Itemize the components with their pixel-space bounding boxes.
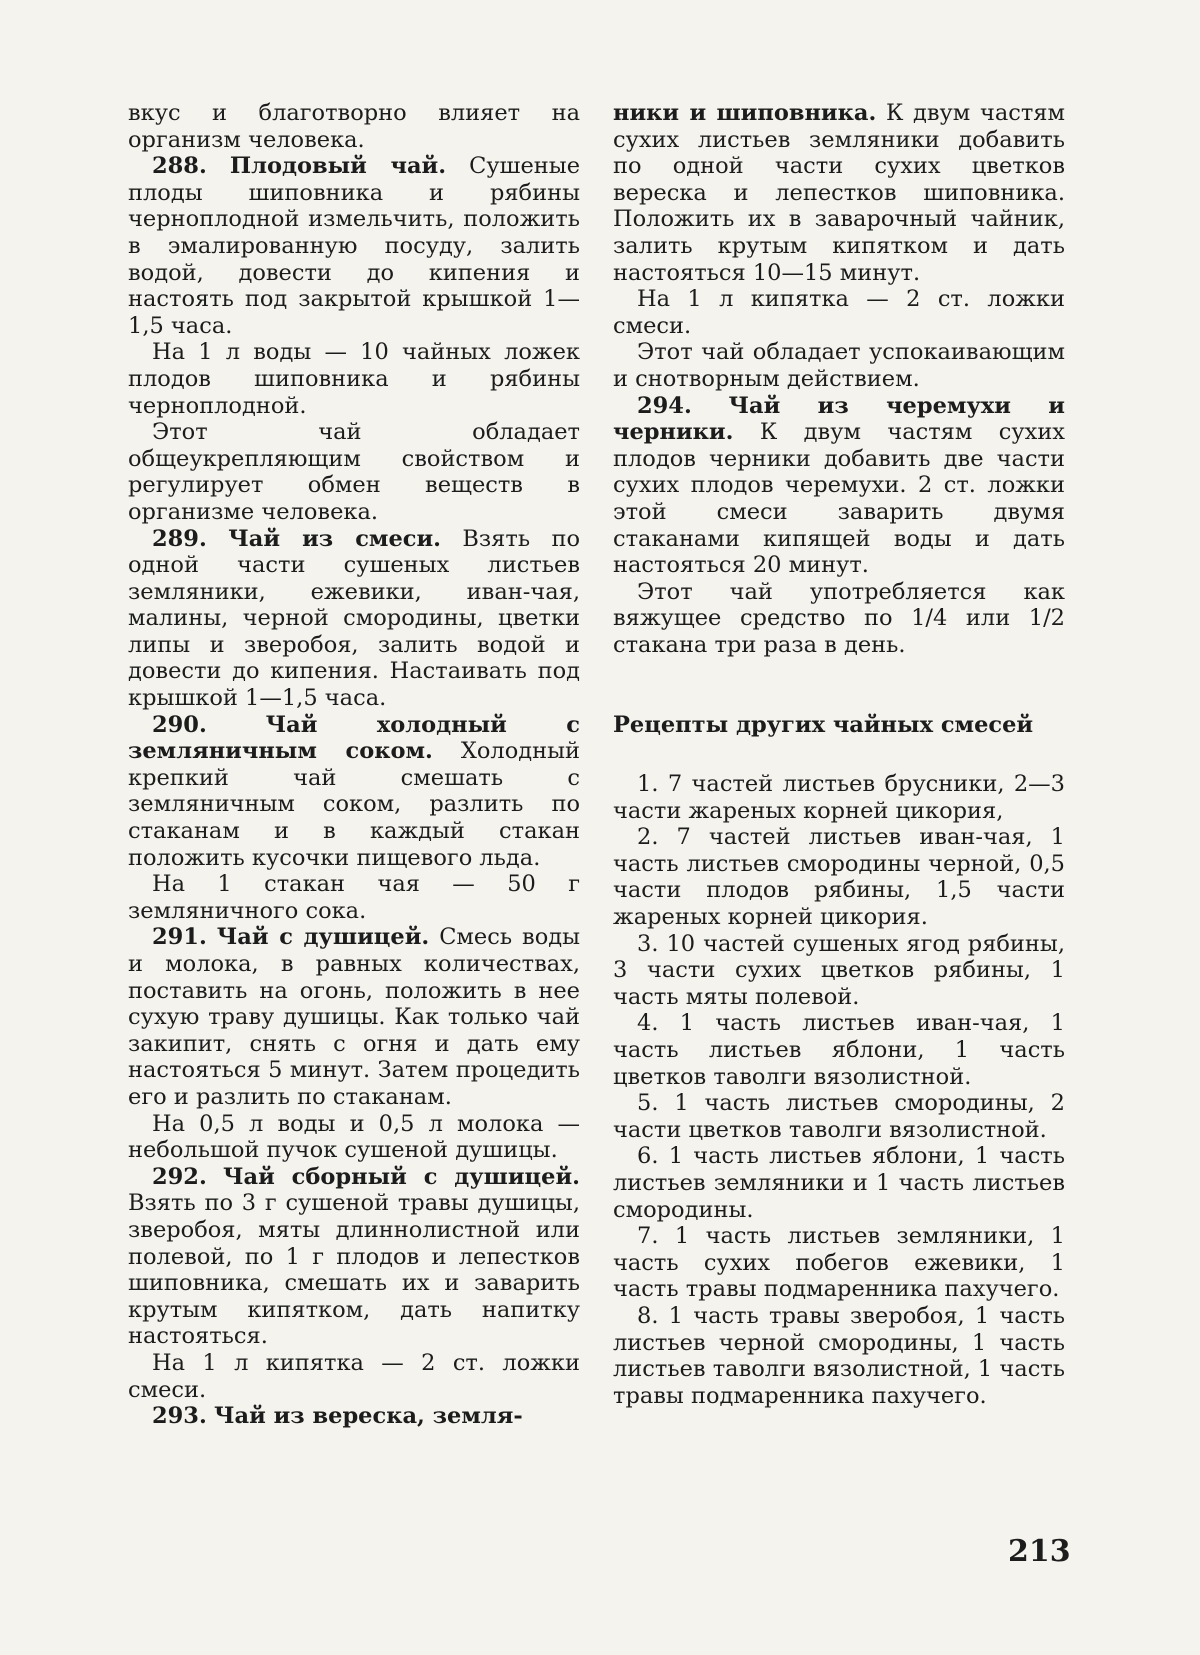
paragraph: Этот чай обладает общеукрепляющим свойством и регулирует обмен веществ в организме человека. xyxy=(128,419,580,525)
mix-recipe-2: 2. 7 частей листьев иван-чая, 1 часть листьев смородины черной, 0,5 части плодов рябины, 1,5 части жареных корней цикория. xyxy=(613,824,1065,931)
recipe-number: 294. xyxy=(637,392,692,419)
recipe-text: Взять по 3 г сушеной травы душицы, зверобоя, мяты длиннолистной или полевой, по 1 г плодов и лепестков шиповника, смешать их и заварить крутым кипятком, дать напитку настояться. xyxy=(128,1190,580,1350)
mix-recipe-4: 4. 1 часть листьев иван-чая, 1 часть листьев яблони, 1 часть цветков таволги вязолистной. xyxy=(613,1010,1065,1090)
recipe-title: Чай сборный с душицей. xyxy=(223,1163,580,1190)
mix-recipe-1: 1. 7 частей листьев брусники, 2—3 части жареных корней цикория, xyxy=(613,771,1065,824)
mix-recipe-8: 8. 1 часть травы зверобоя, 1 часть листьев черной смородины, 1 часть листьев таволги вязолистной, 1 часть травы подмаренника пахучего. xyxy=(613,1302,1065,1409)
recipe-text: Сушеные плоды шиповника и рябины черноплодной измельчить, положить в эмалированную посуду, залить водой, довести до кипения и настоять под закрытой крышкой 1—1,5 часа. xyxy=(128,153,581,339)
recipe-288 xyxy=(128,153,580,339)
recipe-291 xyxy=(128,924,580,1110)
paragraph: На 1 л воды — 10 чайных ложек плодов шиповника и рябины черноплодной. xyxy=(128,339,580,419)
mix-recipe-7: 7. 1 часть листьев земляники, 1 часть сухих побегов ежевики, 1 часть травы подмаренника пахучего. xyxy=(613,1223,1065,1303)
recipe-title: Чай из черемухи и черники. xyxy=(613,392,1065,446)
mix-recipe-5: 5. 1 часть листьев смородины, 2 части цветков таволги вязолистной. xyxy=(613,1090,1065,1143)
paragraph: На 1 л кипятка — 2 ст. ложки смеси. xyxy=(613,286,1065,339)
mix-recipe-6: 6. 1 часть листьев яблони, 1 часть листьев земляники и 1 часть листьев смородины. xyxy=(613,1143,1065,1223)
recipe-290 xyxy=(128,712,580,872)
recipe-title: Чай с душицей. xyxy=(216,924,430,951)
recipe-number: 289. xyxy=(152,525,207,552)
recipe-number: 292. xyxy=(152,1163,207,1190)
recipe-294 xyxy=(613,393,1065,579)
recipe-text: Смесь воды и молока, в равных количествах, поставить на огонь, положить в нее сухую траву душицы. Как только чай закипит, снять с огня и дать ему настояться 5 минут. Затем процедить его и разлить по стаканам. xyxy=(128,924,581,1110)
recipe-293-continued xyxy=(613,100,1065,286)
recipe-text: К двум частям сухих плодов черники добавить две части сухих плодов черемухи. 2 ст. ложки этой смеси заварить двумя стаканами кипящей воды и дать настояться 20 минут. xyxy=(613,419,1065,579)
mix-recipe-3: 3. 10 частей сушеных ягод рябины, 3 части сухих цветков рябины, 1 часть мяты полевой. xyxy=(613,930,1065,1010)
page-number: 213 xyxy=(1008,1534,1071,1569)
paragraph: На 1 л кипятка — 2 ст. ложки смеси. xyxy=(128,1349,580,1403)
recipe-292 xyxy=(128,1164,580,1350)
recipe-text: К двум частям сухих листьев земляники добавить по одной части сухих цветков вереска и лепестков шиповника. Положить их в заварочный чайник, залить крутым кипятком и дать настояться 10—15 минут. xyxy=(613,100,1065,286)
left-column xyxy=(128,100,580,1430)
section-heading: Рецепты других чайных смесей xyxy=(613,712,1034,739)
recipe-number: 290. xyxy=(152,711,207,738)
recipe-number: 288. xyxy=(152,153,207,180)
paragraph: вкус и благотворно влияет на организм человека. xyxy=(128,100,580,153)
recipe-text: Взять по одной части сушеных листьев земляники, ежевики, иван-чая, малины, черной смородины, цветки липы и зверобоя, залить водой и довести до кипения. Настаивать под крышкой 1—1,5 часа. xyxy=(128,525,580,712)
recipe-number: 291. xyxy=(152,924,207,951)
recipe-289 xyxy=(128,526,580,712)
recipe-title: Чай из вереска, земля- xyxy=(213,1403,523,1430)
recipe-number: 293. xyxy=(152,1403,207,1430)
recipe-293 xyxy=(128,1403,580,1430)
recipe-title: Плодовый чай. xyxy=(229,153,447,180)
recipe-title: ники и шиповника. xyxy=(613,100,877,126)
paragraph: На 0,5 л воды и 0,5 л молока — небольшой пучок сушеной душицы. xyxy=(128,1110,580,1164)
paragraph: Этот чай обладает успокаивающим и снотворным действием. xyxy=(613,339,1065,392)
recipe-title: Чай холодный с земляничным соком. xyxy=(128,711,581,765)
recipe-text: Холодный крепкий чай смешать с земляничным соком, разлить по стаканам и в каждый стакан положить кусочки пищевого льда. xyxy=(128,738,581,871)
right-column xyxy=(613,100,1065,1409)
paragraph: На 1 стакан чая — 50 г земляничного сока. xyxy=(128,871,580,924)
recipe-title: Чай из смеси. xyxy=(228,525,441,552)
paragraph: Этот чай употребляется как вяжущее средство по 1/4 или 1/2 стакана три раза в день. xyxy=(613,578,1065,658)
